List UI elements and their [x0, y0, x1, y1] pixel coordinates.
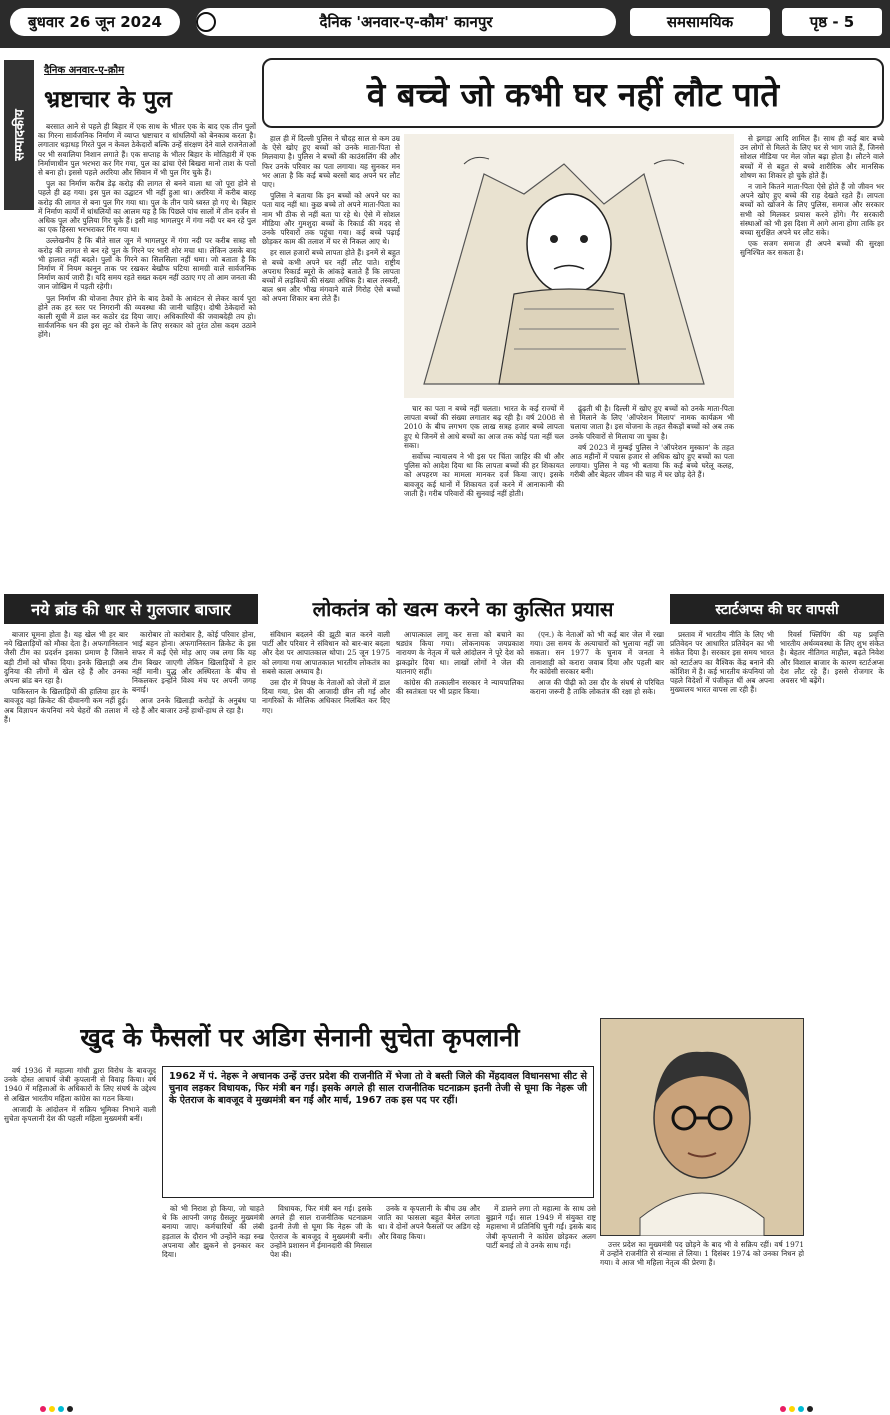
editorial-paragraph: बरसात आने से पहले ही बिहार में एक साथ के भीतर एक के बाद एक तीन पुलों का गिरना सार्वजनिक निर्माण में व्याप्त भ्रष्टाचार व धांधलियों को बेनकाब करता है। लगातार धड़ाधड़ गिरते पुल न केवल ठेकेदारों बल्कि उन्हें संरक्षण देने वाले राजनेताओं पर भी सवालिया निशान लगाते हैं। एक सप्ताह के भीतर बिहार के मोतिहारी में एक निर्माणाधीन पुल भरभरा कर गिर गया, पुल का ढांचा ऐसे बिखरा मानो ताश के पत्तों से बना हो। इससे पहले अररिया और सिवान में भी पुल गिर चुके हैं।	[38, 122, 256, 178]
kripalani-col-5	[486, 1204, 596, 1404]
feature-paragraph: वर्ष 2023 में मुम्बई पुलिस ने 'ऑपरेशन मुस्कान' के तहत आठ महीनों में पचास हजार से अधिक खोए हुए बच्चों का पता लगाया। पुलिस ने यह भी बताया कि कई बच्चे घरेलू कलह, गरीबी और बेहतर जीवन की चाह में घर छोड़ देते हैं।	[570, 442, 734, 480]
cricket-paragraph: कारोबार तो कारोबार है, कोई परिवार होना, भाई बहन होना। अफगानिस्तान क्रिकेट के इस सफर में कई ऐसे मोड़ आए जब लगा कि यह टीम बिखर जाएगी लेकिन खिलाड़ियों ने हार नहीं मानी। युद्ध और अस्थिरता के बीच से निकलकर इन्होंने विश्व मंच पर अपनी जगह बनाई।	[132, 630, 256, 695]
paper-name: दैनिक 'अनवार-ए-कौम' कानपुर	[196, 8, 616, 36]
print-color-marks-right	[780, 1405, 813, 1413]
color-dot	[798, 1406, 804, 1412]
feature-col-2	[404, 404, 564, 574]
editorial-paragraph: पुल का निर्माण करीब डेढ़ करोड़ की लागत से बनने वाला था जो पूरा होने से पहले ही ढह गया। इस पुल का उद्घाटन भी नहीं हुआ था। अररिया में करीब बारह करोड़ की लागत से बना पुल गिर गया था। पुल के तीन पाये ध्वस्त हो गए थे। बिहार में निर्माण कार्यों में धांधलियों का आलम यह है कि पिछले पांच सालों में तीन दर्जन से अधिक पुल और पुलिया गिर चुके हैं। इसी माह भागलपुर में गंगा नदी पर बन रहे पुल का एक हिस्सा भरभराकर गिर गया था।	[38, 179, 256, 235]
color-dot	[789, 1406, 795, 1412]
kripalani-col-2	[162, 1204, 264, 1404]
cricket-paragraph: पाकिस्तान के खिलाड़ियों की हालिया हार के बावजूद वहां क्रिकेट की दीवानगी कम नहीं हुई। अब विज्ञापन कंपनियां नये चेहरों की तलाश में हैं।	[4, 687, 128, 724]
section-name: समसामयिक	[630, 8, 770, 36]
feature-headline: वे बच्चे जो कभी घर नहीं लौट पाते	[262, 58, 884, 128]
democracy-paragraph: उस दौर में विपक्ष के नेताओं को जेलों में डाल दिया गया, प्रेस की आजादी छीन ली गई और नागरिकों के मौलिक अधिकार निलंबित कर दिए गए।	[262, 678, 390, 715]
startups-paragraph: प्रस्ताव में भारतीय नीति के लिए भी प्रतिवेदन पर आधारित प्रतिवेदन का भी संकेत दिया है। सरकार इस समय भारत को स्टार्टअप का वैश्विक केंद्र बनाने की कोशिश में है। कई भारतीय कंपनियां जो पहले विदेशों में पंजीकृत थीं अब अपना मुख्यालय भारत वापस ला रही हैं।	[670, 630, 774, 695]
color-dot	[780, 1406, 786, 1412]
startups-paragraph: रिवर्स फ्लिपिंग की यह प्रवृत्ति भारतीय अर्थव्यवस्था के लिए शुभ संकेत है। बेहतर नीतिगत माहौल, बढ़ते निवेश और विशाल बाजार के कारण स्टार्टअप्स देश लौट रहे हैं। इससे रोजगार के अवसर भी बढ़ेंगे।	[780, 630, 884, 686]
kripalani-col-3	[270, 1204, 372, 1404]
kripalani-side-column	[808, 1018, 886, 1408]
kripalani-paragraph: को भी निराश हो किया, जो चाहते थे कि आपनी जगह ग्रैसलूर मुख्यमंत्री बनाया जाए। कर्मचारियों की लंबी हड़ताल के दौरान भी उन्होंने कड़ा रुख अपनाया और झुकने से इनकार कर दिया।	[162, 1204, 264, 1260]
feature-paragraph: ढूंढ़ती थी है। दिल्ली में खोए हुए बच्चों को उनके माता-पिता से मिलाने के लिए 'ऑपरेशन मिलाप' नामक कार्यक्रम भी चलाया जाता है। इस योजना के तहत सैकड़ों बच्चों को अब तक उनके परिवारों से मिलाया जा चुका है।	[570, 404, 734, 441]
feature-paragraph: पुलिस ने बताया कि इन बच्चों को अपने घर का पता याद नहीं था। कुछ बच्चे तो अपने माता-पिता का नाम भी ठीक से नहीं बता पा रहे थे। ऐसे में सोशल मीडिया और गुमशुदा बच्चों के रिकार्ड की मदद से उनके परिवारों तक पहुंचा गया। कई बच्चे पढ़ाई छोड़कर काम की तलाश में घर से निकल आए थे।	[262, 191, 400, 247]
startups-col-2	[780, 630, 884, 1012]
feature-paragraph: एक सजग समाज ही अपने बच्चों की सुरक्षा सुनिश्चित कर सकता है।	[740, 239, 884, 258]
color-dot	[40, 1406, 46, 1412]
kripalani-paragraph: उनके व कृपलानी के बीच उम्र और जाति का फासला बहुत बैमेल लगता था। वे दोनों अपने फैसलों पर अडिग रहे और विवाह किया।	[378, 1204, 480, 1241]
kripalani-intro-box: 1962 में पं. नेहरू ने अचानक उन्हें उत्तर प्रदेश की राजनीति में भेजा तो वे बस्ती जिले की मेंहदावल विधानसभा सीट से चुनाव लड़कर विधायक, फिर मंत्री बन गईं। इसके अगले ही साल राजनीतिक घटनाक्रम इतनी तेजी से घूमा कि नेहरू जी के ऐतराज के बावजूद वे मुख्यमंत्री बन गईं और मार्च, 1967 तक इस पद पर रहीं।	[162, 1066, 594, 1198]
cricket-paragraph: आज उनके खिलाड़ी करोड़ों के अनुबंध पा रहे हैं और बाजार उन्हें हाथों-हाथ ले रहा है।	[132, 696, 256, 715]
print-color-marks	[40, 1405, 73, 1413]
issue-date: बुधवार 26 जून 2024	[10, 8, 180, 36]
cricket-headline: नये ब्रांड की धार से गुलजार बाजार	[4, 594, 258, 624]
editorial-vertical-label: सम्पादकीय	[13, 109, 29, 161]
color-dot	[807, 1406, 813, 1412]
kripalani-portrait	[600, 1018, 804, 1236]
feature-paragraph: हर साल हजारों बच्चे लापता होते हैं। इनमें से बहुत से बच्चे कभी अपने घर नहीं लौट पाते। राष्ट्रीय अपराध रिकार्ड ब्यूरो के आंकड़े बताते हैं कि लापता बच्चों में लड़कियों की संख्या अधिक है। बाल तस्करी, बाल श्रम और भीख मंगवाने वाले गिरोह ऐसे बच्चों को अपना शिकार बना लेते हैं।	[262, 248, 400, 304]
democracy-paragraph: संविधान बदलने की झूठी बात करने वाली पार्टी और परिवार ने संविधान को बार-बार बदला और देश पर आपातकाल थोपा। 25 जून 1975 को लगाया गया आपातकाल भारतीय लोकतंत्र का सबसे काला अध्याय है।	[262, 630, 390, 676]
color-dot	[49, 1406, 55, 1412]
feature-paragraph: हाल ही में दिल्ली पुलिस ने चौदह साल से कम उम्र के ऐसे खोए हुए बच्चों को उनके माता-पिता से मिलवाया है। पुलिस ने बच्चों की काउंसलिंग की और फिर उनके परिवार का पता लगाया। यह सुनकर मन भर आता है कि कई बच्चे बरसों बाद अपने घर लौट पाए।	[262, 134, 400, 190]
startups-headline: स्टार्टअप्स की घर वापसी	[670, 594, 884, 624]
kripalani-paragraph: उत्तर प्रदेश का मुख्यमंत्री पद छोड़ने के बाद भी वे सक्रिय रहीं। वर्ष 1971 में उन्होंने राजनीति से संन्यास ले लिया। 1 दिसंबर 1974 को उनका निधन हो गया। वे आज भी महिला नेतृत्व की प्रेरणा हैं।	[600, 1240, 804, 1268]
feature-paragraph: सर्वोच्च न्यायालय ने भी इस पर चिंता जाहिर की थी और पुलिस को आदेश दिया था कि लापता बच्चों की हर शिकायत को अपहरण का मामला मानकर दर्ज किया जाए। इसके बावजूद कई थानों में शिकायत दर्ज करने में आनाकानी की जाती है। गरीब परिवारों की सुनवाई नहीं होती।	[404, 452, 564, 498]
page-number: पृष्ठ - 5	[782, 8, 882, 36]
color-dot	[58, 1406, 64, 1412]
democracy-paragraph: आज की पीढ़ी को उस दौर के संघर्ष से परिचित कराना जरूरी है ताकि लोकतंत्र की रक्षा हो सके।	[530, 678, 664, 697]
editorial-paragraph: उल्लेखनीय है कि बीते साल जून में भागलपुर में गंगा नदी पर करीब सत्रह सौ करोड़ की लागत से बन रहे पुल के गिरने पर भारी शोर मचा था। लेकिन उसके बाद भी हालात नहीं बदले। पुलों के गिरने का सिलसिला नहीं थमा। जो बताता है कि निर्माण में नियम कानून ताक पर रखकर बेखौफ घटिया सामग्री वाले सार्वजनिक निर्माण कार्य जारी हैं। यदि समय रहते सख्त कदम नहीं उठाए गए तो आम जनता की जान जोखिम में पड़ती रहेगी।	[38, 236, 256, 292]
kripalani-paragraph: विधायक, फिर मंत्री बन गई। इसके अगले ही साल राजनीतिक घटनाक्रम इतनी तेजी से घूमा कि नेहरू जी के ऐतराज के बावजूद वे मुख्यमंत्री बनीं। उन्होंने प्रशासन में ईमानदारी की मिसाल पेश की।	[270, 1204, 372, 1260]
democracy-paragraph: आपात्काल लागू कर सत्ता को बचाने का षड्यंत्र किया गया। लोकनायक जयप्रकाश नारायण के नेतृत्व में चले आंदोलन ने पूरे देश को झकझोर दिया था। लाखों लोगों ने जेल की यातनाएं सहीं।	[396, 630, 524, 676]
feature-col-1	[262, 134, 400, 574]
kripalani-paragraph: आजादी के आंदोलन में सक्रिय भूमिका निभाने वाली सुचेता कृपलानी देश की पहली महिला मुख्यमंत्री बनीं।	[4, 1104, 156, 1124]
cricket-col-1	[4, 630, 128, 1012]
editorial-side-band	[4, 60, 34, 210]
kripalani-col-4	[378, 1204, 480, 1404]
kripalani-headline: खुद के फैसलों पर अडिग सेनानी सुचेता कृपलानी	[80, 1023, 520, 1052]
democracy-col-2	[396, 630, 524, 1012]
color-dot	[67, 1406, 73, 1412]
editorial-paragraph: पुल निर्माण की योजना तैयार होने के बाद ठेकों के आवंटन से लेकर कार्य पूरा होने तक हर स्तर पर निगरानी की व्यवस्था की जानी चाहिए। दोषी ठेकेदारों को काली सूची में डाल कर कठोर दंड दिया जाए। अधिकारियों की जवाबदेही तय हो। सार्वजनिक धन की इस लूट को रोकने के लिए सरकार को तुरंत ठोस कदम उठाने होंगे।	[38, 293, 256, 340]
kripalani-col-1	[4, 1066, 156, 1406]
cricket-col-2	[132, 630, 256, 1012]
feature-paragraph: चार का पता न बच्चे नहीं चलता। भारत के कई राज्यों में लापता बच्चों की संख्या लगातार बढ़ रही है। वर्ष 2008 से 2010 के बीच लगभग एक लाख सत्रह हजार बच्चे लापता हुए थे जिनमें से आधे बच्चों का आज तक कोई पता नहीं चल सका।	[404, 404, 564, 450]
democracy-headline: लोकतंत्र को खत्म करने का कुत्सित प्रयास	[312, 596, 614, 621]
feature-paragraph: से झगड़ा आदि शामिल हैं। साथ ही कई बार बच्चे उन लोगों से मिलते के लिए घर से भाग जाते हैं, जिनसे सोशल मीडिया पर मेल जोल बढ़ा होता है। लौटने वाले बच्चों में से बहुत से बच्चे शारीरिक और मानसिक शोषण का शिकार हो चुके होते हैं।	[740, 134, 884, 180]
startups-col-1	[670, 630, 774, 1012]
editorial-title: भ्रष्टाचार के पुल	[44, 87, 172, 113]
editorial-paper-line: दैनिक अनवार-ए-क़ौम	[44, 65, 125, 76]
cricket-paragraph: बाजार घूमना होता है। यह खेल भी हर बार नये खिलाड़ियों को मौका देता है। अफगानिस्तान जैसी टीम का प्रदर्शन इसका प्रमाण है जिसने बड़ी टीमों को चौंका दिया। इनके खिलाड़ी अब दुनिया की लीगों में खेल रहे हैं और उनका अपना ब्रांड बन रहा है।	[4, 630, 128, 686]
feature-col-3	[570, 404, 734, 574]
democracy-col-1	[262, 630, 390, 1012]
democracy-paragraph: (एन.) के नेताओं को भी कई बार जेल में रखा गया। उस समय के अत्याचारों को भुलाया नहीं जा सकता। सन 1977 के चुनाव में जनता ने तानाशाही को करारा जवाब दिया और पहली बार गैर कांग्रेसी सरकार बनी।	[530, 630, 664, 676]
kripalani-paragraph: वर्ष 1936 में महात्मा गांधी द्वारा विरोध के बावजूद उनके दोस्त आचार्य जेबी कृपलानी से विवाह किया। वर्ष 1940 में महिलाओं के अधिकारों के लिए संघर्ष के उद्देश्य से अखिल भारतीय महिला कांग्रेस का गठन किया।	[4, 1066, 156, 1103]
democracy-paragraph: कांग्रेस की तत्कालीन सरकार ने न्यायपालिका की स्वतंत्रता पर भी प्रहार किया।	[396, 678, 524, 697]
kripalani-col-6	[600, 1240, 804, 1405]
feature-illustration	[404, 134, 734, 398]
feature-col-4	[740, 134, 884, 574]
masthead-ornament-icon	[196, 12, 216, 32]
kripalani-paragraph: में डालने लगा तो महात्मा के साथ उसे बुझाने गईं। साल 1949 में संयुक्त राष्ट्र महासभा में प्रतिनिधि चुनी गईं। इसके बाद जेबी कृपलानी ने कांग्रेस छोड़कर अलग पार्टी बनाई तो वे उनके साथ गईं।	[486, 1204, 596, 1250]
feature-paragraph: न जाने कितने माता-पिता ऐसे होते हैं जो जीवन भर अपने खोए हुए बच्चे की राह देखते रहते हैं। लापता बच्चों को खोजने के लिए पुलिस, समाज और सरकार सभी को मिलकर प्रयास करने होंगे। गैर सरकारी संस्थाओं को भी इस दिशा में आगे आना होगा ताकि हर बच्चा सुरक्षित अपने घर लौट सके।	[740, 182, 884, 238]
democracy-col-3	[530, 630, 664, 1012]
editorial-body	[38, 122, 256, 572]
